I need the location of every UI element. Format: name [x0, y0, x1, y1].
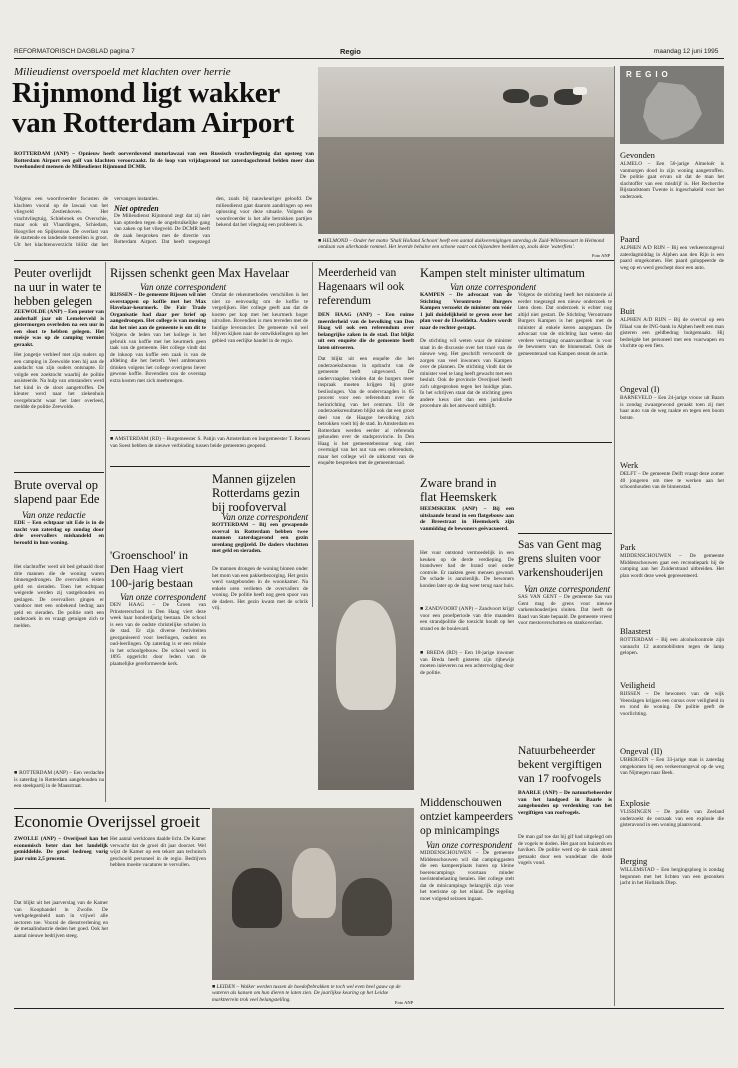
section-label: Regio	[340, 47, 361, 56]
overval-lead: EDE – Een echtpaar uit Ede is in de nacht van zaterdag op zondag door drie overvallers mishandeld en beroofd in hun woning.	[14, 520, 104, 546]
sasvangent-body: SAS VAN GENT – De gemeente Sas van Gent mag de grens voor nieuwe varkenshouderijen sluiten. Dat heeft de Raad van State bepaald. De gemeente vreest voor mestoverschotten en stankoverlast.	[518, 594, 612, 626]
meerderheid-title: Meerderheid van Hagenaars wil ook referendum	[318, 267, 405, 307]
mannen-sub: Van onze correspondent	[222, 512, 309, 522]
sidebar-heading: Ongeval (I)	[620, 384, 660, 394]
section-rule	[14, 260, 614, 261]
natuur-body: De man gaf toe dat hij gif had uitgelegd om de vogels te doden. Het gaat om buizerds en haviken. De politie werd op de zaak attent gemaakt door een wandelaar die dode vogels vond.	[518, 834, 612, 866]
amsterdam-brief: ■ AMSTERDAM (RD) – Burgemeester S. Patijn van Amsterdam en burgemeester T. Rensen van Soest hebben de nieuwe verbinding tussen beide gemeenten geopend.	[110, 436, 310, 449]
sidebar-text: MIDDENSCHOUWEN – De gemeente Middenschouwen gaat een recreatiepark bij de camping aan het Zuiderstrand uitbreiden. Het plan wordt deze week gepresenteerd.	[620, 553, 724, 579]
main-title-line2: van Rotterdam Airport	[12, 107, 295, 139]
havelaar-col1: Volgens de leden van het kollege is het gebruik van koffie met het keurmerk geen taak van de gemeente. Het college vindt dat de inkoop van koffie een zaak is van de afdeling die het betreft. Veel ambtenaren drinken volgens het college overigens liever gewone koffie. Bovendien zou de overstap extra kosten met zich meebrengen.	[110, 332, 206, 384]
sidebar-text: WILLEMSTAD – Een bergingsploeg is zondag begonnen met het lichten van een gezonken jacht in het Hollands Diep.	[620, 867, 724, 886]
overval-title: Brute overval op slapend paar Ede	[14, 478, 100, 506]
sidebar-text: UBBERGEN – Een 33-jarige man is zaterdag omgekomen bij een verkeersongeval op de weg van Nijmegen naar Beek.	[620, 757, 724, 776]
sidebar-heading: Ongeval (II)	[620, 746, 663, 756]
bottom-rule	[14, 1008, 724, 1009]
dog-shape-4	[336, 600, 396, 710]
mannen-title: Mannen gijzelen Rotterdams gezin bij roofoverval	[212, 472, 300, 514]
meerderheid-body: Dat blijkt uit een enquête die het onderzoeksbureau in opdracht van de gemeente heeft uitgevoerd. De ondervraagden vinden dat de burgers meer inspraak moeten krijgen bij grote beslissingen. Van de ondervraagden is 65 procent voor een referendum over de herinrichting van het centrum. Uit de onderzoeksresultaten blijkt ook dat een groot deel van de Haagse bevolking zich betrokken voelt bij de stad. In Amsterdam en Rotterdam werden eerder al referenda gehouden over de stadsprovincie. In Den Haag is het gemeentebestuur nog niet overtuigd van het nut van een referendum, maar het college wil de uitkomst van de enquête bespreken met de gemeenteraad.	[318, 356, 414, 466]
rule	[110, 430, 310, 431]
netherlands-map-icon	[640, 82, 702, 140]
meerderheid-lead: DEN HAAG (ANP) – Een ruime meerderheid van de bevolking van Den Haag wil ook een referendum over belangrijke zaken in de stad. Dat blijkt uit een enquête die de gemeente heeft laten uitvoeren.	[318, 312, 414, 351]
brand-title: Zware brand in flat Heemskerk	[420, 476, 497, 504]
kampen-sub: Van onze correspondent	[450, 282, 537, 292]
sidebar-text: BARNEVELD – Een 24-jarige vrouw uit Baarn is zondag zwaargewond geraakt toen zij met haar auto van de weg raakte en tegen een boom botste.	[620, 395, 724, 421]
page-label: REFORMATORISCH DAGBLAD pagina 7	[14, 48, 135, 55]
sidebar-text: ALPHEN A/D RIJN – Bij de overval op een filiaal van de ING-bank in Alphen heeft een man gisteren een geldbedrag buitgemaakt. Hij bedreigde het personeel met een vuurwapen en vluchtte op een fiets.	[620, 317, 724, 349]
sidebar-heading: Gevonden	[620, 150, 655, 160]
sidebar-text: ALMELO – Een 50-jarige Almeloër is vanmorgen dood in zijn woning aangetroffen. De politie gaat ervan uit dat de man het slachtoffer van een misdrijf is. Het Recherche Bijstandsteam Twente is ingeschakeld voor het onderzoek.	[620, 161, 724, 200]
kampen-col2: Volgens de stichting heeft het ministerie al eerder toegezegd een nieuw onderzoek te laten doen. Dat onderzoek is echter nog altijd niet gestart. De Stichting Verontruste Burgers Kampen is het gesprek met de minister al enkele keren aangegaan. De advocaat van de stichting laat weten dat verdere vertraging onaanvaardbaar is voor de bewoners van de binnenstad. Ook de gemeenteraad van Kampen steunt de actie.	[518, 292, 612, 357]
groenschool-sub: Van onze correspondent	[120, 592, 207, 602]
mannen-body: De mannen drongen de woning binnen onder het mom van een pakketbezorging. Het gezin werd vastgebonden in de woonkamer. Na enkele uren verlieten de overvallers de woning. De politie heeft nog geen spoor van de daders. Het gezin kwam met de schrik vrij.	[212, 566, 308, 611]
main-col1: Volgens een woordvoerder focusten de klachten vooral op de lawaai van het vliegveld Zestienhoven. Het vrachtvliegtuig, Schiebroek en Overschie, maar ook uit Vlaardingen, Schiedam, Hoogvliet en Spijkenisse. De overlast van de startende en landende toestellen is groot. Uit het klachtenoverzicht blijkt dat het	[14, 196, 108, 246]
diver-head-2	[530, 95, 548, 107]
main-kicker: Milieudienst overspoeld met klachten over herrie	[14, 66, 231, 78]
rule	[14, 808, 210, 809]
regio-logo-box	[620, 66, 724, 144]
regio-logo-text: REGIO	[626, 70, 672, 79]
middenschouwen-title: Middenschouwen ontziet kampeerders op minicampings	[420, 797, 513, 837]
kampen-col1: De stichting wil weten waar de minister staat in de discussie over het tracé van de nieuwe weg. Het geschrift verwoordt de zorgen van veel inwoners van Kampen over de plannen. De stichting vindt dat de minister veel te lang heeft gewacht met een besluit. Ook de provincie Overijssel heeft zich uitgesproken tegen het huidige plan. In het schrijven staat dat de stichting geen andere keus ziet dan een juridische procedure als het antwoord uitblijft.	[420, 338, 512, 409]
col-divider	[105, 262, 106, 802]
main-lead: ROTTERDAM (ANP) – Opnieuw heeft oorverdovend motorlawaai van een Russisch vrachtvliegtuig dat opsteeg van Rotterdam Airport een golf van klachten veroorzaakt. In de loop van vrijdagavond tot zaterdagochtend belden meer dan tweehonderd mensen de Milieudienst Rijnmond DCMR.	[14, 151, 314, 171]
dog-shape-1	[232, 868, 282, 928]
economie-col2: Het aantal werklozen daalde licht. De Kamer verwacht dat de groei dit jaar doorzet. Wel wijst de Kamer op een tekort aan technisch geschoold personeel in de regio. Bedrijven hebben moeite vacatures te vervullen.	[110, 836, 206, 868]
sidebar-heading: Berging	[620, 856, 648, 866]
havelaar-sub: Van onze correspondent	[140, 282, 227, 292]
photo-leiden-caption: ■ LEIDEN – Walker werden tussen de hoedoftebrakken te toch wel even heel gauw op de wateren als kansen om hun dieren te laten zien. De jaarlijkse keuring op het Leidse marktterrein trok veel belangstelling.	[212, 984, 401, 1003]
peuter-title: Peuter overlijdt na uur in water te hebben gelegen	[14, 266, 102, 308]
main-col3a: den, zoals bij nauwkeuriger geloofd. De milieudienst gaat daarom aandringen op een oplossing voor deze situatie. Volgens de woordvoerder is het alle betrokken partijen bekend dat het vliegtuig een probleem is.	[216, 196, 312, 228]
havelaar-col2: Omdat de rekenmethodes verschillen is het niet zo eenvoudig om de koffie te vergelijken. Het college geeft aan dat de kosten per kop met het keurmerk hoger uitvallen. Bovendien is men tevreden met de huidige leverancier. De gemeente wil wel blijven kijken naar de ontwikkelingen op het gebied van eerlijke handel in de regio.	[212, 292, 308, 344]
masthead-rule	[14, 58, 724, 59]
sasvangent-title: Sas van Gent mag grens sluiten voor varkenshouderijen	[518, 539, 603, 579]
photo-leiden	[212, 808, 414, 980]
overval-body: Het slachtoffer werd uit bed gehaald door drie mannen die de woning waren binnengedrongen. De overvallers eisten geld en sieraden. Toen het echtpaar weigerde werden zij vastgebonden en geslagen. De overvallers gingen er vandoor met een onbekend bedrag aan geld en sieraden. De politie stelt een onderzoek in en vraagt getuigen zich te melden.	[14, 564, 104, 629]
col-divider	[312, 262, 313, 607]
sidebar-heading: Buit	[620, 306, 635, 316]
peuter-lead: ZEEWOLDE (ANP) – Een peuter van anderhalf jaar uit Lemelerveld is gistermorgen overleden na een uur in een sloot te hebben gelegen. Het meisje was op de camping vermist geraakt.	[14, 309, 104, 347]
photo-helmond-credit: Foto ANP	[592, 253, 611, 258]
sidebar-text: ROTTERDAM – Bij een alcoholcontrole zijn vannacht 12 automobilisten tegen de lamp gelopen.	[620, 637, 724, 656]
water-surface	[318, 137, 614, 234]
photo-dog-show	[318, 540, 414, 790]
sidebar-heading: Blaastest	[620, 626, 651, 636]
rule	[14, 472, 104, 473]
sidebar-text: DELFT – De gemeente Delft vraagt deze zomer 40 jongeren om mee te werken aan het schoonhouden van de binnenstad.	[620, 471, 724, 490]
sidebar-heading: Explosie	[620, 798, 650, 808]
overval-sub: Van onze redactie	[22, 510, 86, 520]
photo-leiden-credit: Foto ANP	[395, 1000, 414, 1005]
sidebar-text: VLISSINGEN – De politie van Zeeland onderzoekt de oorzaak van een explosie die gisteravond in een woning plaatsvond.	[620, 809, 724, 828]
economie-title: Economie Overijssel groeit	[14, 812, 201, 831]
rule	[518, 533, 612, 534]
middenschouwen-body: MIDDENSCHOUWEN – De gemeente Middenschouwen wil dat campinggasten die een kampeerplaats huren op kleine boerencampings voortaan minder toeristenbelasting betalen. Het college stelt dat de minicampings belangrijk zijn voor het toerisme op het eiland. De regeling moet volgend seizoen ingaan.	[420, 850, 514, 902]
niet-heading: Niet optreden	[114, 204, 159, 213]
brand-body: Het vuur ontstond vermoedelijk in een keuken op de derde verdieping. De brandweer had de brand snel onder controle. Er raakten geen mensen gewond. De schade is aanzienlijk. De bewoners konden later op de dag weer terug naar huis.	[420, 550, 514, 589]
photo-helmond	[318, 67, 614, 234]
rule	[110, 466, 310, 467]
dog-shape-3	[342, 878, 392, 936]
groenschool-body: DEN HAAG – De Groen van Prinstererschool in Den Haag viert deze week haar honderdjarig bestaan. De school is een van de oudste christelijke scholen in de stad. Er zijn diverse festiviteiten georganiseerd voor leerlingen, ouders en oud-leerlingen. Op zaterdag is er een reünie in het schoolgebouw. De school werd in 1895 opgericht door leden van de plaatselijke gereformeerde kerk.	[110, 602, 206, 667]
main-title-line1: Rijnmond ligt wakker	[12, 77, 280, 109]
sidebar-text: ALPHEN A/D RIJN – Bij een verkeersongeval zaterdagmiddag in Alphen aan den Rijn is een paard omgekomen. Het paard galoppeerde de weg op en werd geschept door een auto.	[620, 245, 724, 271]
photo-helmond-caption: ■ HELMOND – Onder het motto 'Shall Holland Schoon' heeft een aantal duikverenigingen zaterdag de Zuid-Willemsvaart in Helmond ontdaan van allerhande rommel. Het leverde behalve een schone vaart ook bijzondere beelden op, zoals deze 'waterfiets'.	[318, 238, 605, 251]
sidebar	[620, 150, 724, 1010]
main-col2b: De Milieudienst Rijnmond zegt dat zij niet kan optreden tegen de ongebruikelijke gang van zaken op het vliegveld. De DCMR heeft de zaak besproken met de directie van Rotterdam Airport. Dat heeft toegezegd	[114, 213, 210, 245]
sasvangent-sub: Van onze correspondent	[524, 584, 611, 594]
rotterdam-brief: ■ ROTTERDAM (ANP) – Een verdachte is zaterdag in Rotterdam aangehouden na een steekpartij in de Maasstraat.	[14, 770, 104, 789]
col-divider	[614, 66, 615, 1006]
alphen-brief	[518, 446, 612, 526]
middenschouwen-sub: Van onze correspondent	[426, 840, 513, 850]
sidebar-heading: Veiligheid	[620, 680, 655, 690]
economie-col1: Dat blijkt uit het jaarverslag van de Kamer van Koophandel in Zwolle. De werkgelegenheid nam in vrijwel alle sectoren toe. Vooral de dienstverlening en de metaalindustrie deden het goed. Ook het aantal nieuwe bedrijven steeg.	[14, 900, 108, 939]
havelaar-lead: RIJSSEN – De gemeente Rijssen wil niet overstappen op koffie met het Max Havelaar-keurmerk. De Fair Trade Organisatie had daar per brief op aangedrongen. Het college is van mening dat het niet aan de gemeente is om dit te	[110, 292, 206, 330]
economie-lead: ZWOLLE (ANP) – Overijssel kan het economisch beter dan het landelijk gemiddelde. De groei bedroeg vorig jaar ruim 2,5 procent.	[14, 836, 108, 862]
mannen-lead: ROTTERDAM – Bij een gewapende overval in Rotterdam hebben twee mannen zaterdagavond een gezin urenlang gegijzeld. De daders vluchtten met geld en sieraden.	[212, 522, 308, 555]
sidebar-heading: Werk	[620, 460, 639, 470]
sidebar-heading: Park	[620, 542, 636, 552]
diver-mask	[573, 87, 587, 95]
sidebar-text: RIJSSEN – De bewoners van de wijk Veenslagen krijgen een cursus over veiligheid in en rond de woning. De politie geeft de voorlichting.	[620, 691, 724, 717]
dog-shape-2	[292, 848, 336, 918]
havelaar-title: Rijssen schenkt geen Max Havelaar	[110, 266, 290, 280]
groenschool-title: 'Groenschool' in Den Haag viert 100-jarig bestaan	[110, 548, 193, 590]
natuur-lead: BAARLE (ANP) – De natuurbeheerder van het landgoed in Baarle is aangehouden op verdenking van het vergiftigen van roofvogels.	[518, 790, 612, 816]
rule	[420, 442, 612, 443]
zandvoort-brief: ■ ZANDVOORT (ANP) – Zandvoort krijgt voor een proefperiode van drie maanden een strandpolitie die toezicht houdt op het strand en de boulevard.	[420, 606, 514, 632]
kampen-lead: KAMPEN – De advocaat van de Stichting Verontruste Burgers Kampen verzoekt de minister om vóór 1 juli duidelijkheid te geven over het plan voor de IJsseldelta. Anders wordt naar de rechter gestapt.	[420, 292, 512, 331]
date-label: maandag 12 juni 1995	[654, 48, 719, 55]
main-col2a: vervangen instanties.	[114, 196, 159, 202]
kampen-title: Kampen stelt minister ultimatum	[420, 266, 585, 280]
diver-head-1	[503, 89, 529, 103]
sidebar-heading: Paard	[620, 234, 640, 244]
peuter-body: Het jongetje verbleef met zijn ouders op een camping in Zeewolde toen hij aan de aandacht van zijn ouders ontsnapte. Er volgde een zoektocht waarbij de politie assisteerde. Na hulp van omstanders werd het kind in de sloot aangetroffen. De kleuter werd naar het ziekenhuis overgebracht waar het later overleed, meldde de politie Zeewolde.	[14, 352, 104, 410]
breda-brief: ■ BREDA (RD) – Een 18-jarige inwoner van Breda heeft gisteren zijn rijbewijs moeten inleveren na een achtervolging door de politie.	[420, 650, 514, 676]
brand-lead: HEEMSKERK (ANP) – Bij een uitslaande brand in een flatgebouw aan de Breestraat in Heemskerk zijn vanmiddag de bewoners geëvacueerd.	[420, 506, 514, 532]
natuur-title: Natuurbeheerder bekent vergiftigen van 17 roofvogels	[518, 745, 602, 785]
